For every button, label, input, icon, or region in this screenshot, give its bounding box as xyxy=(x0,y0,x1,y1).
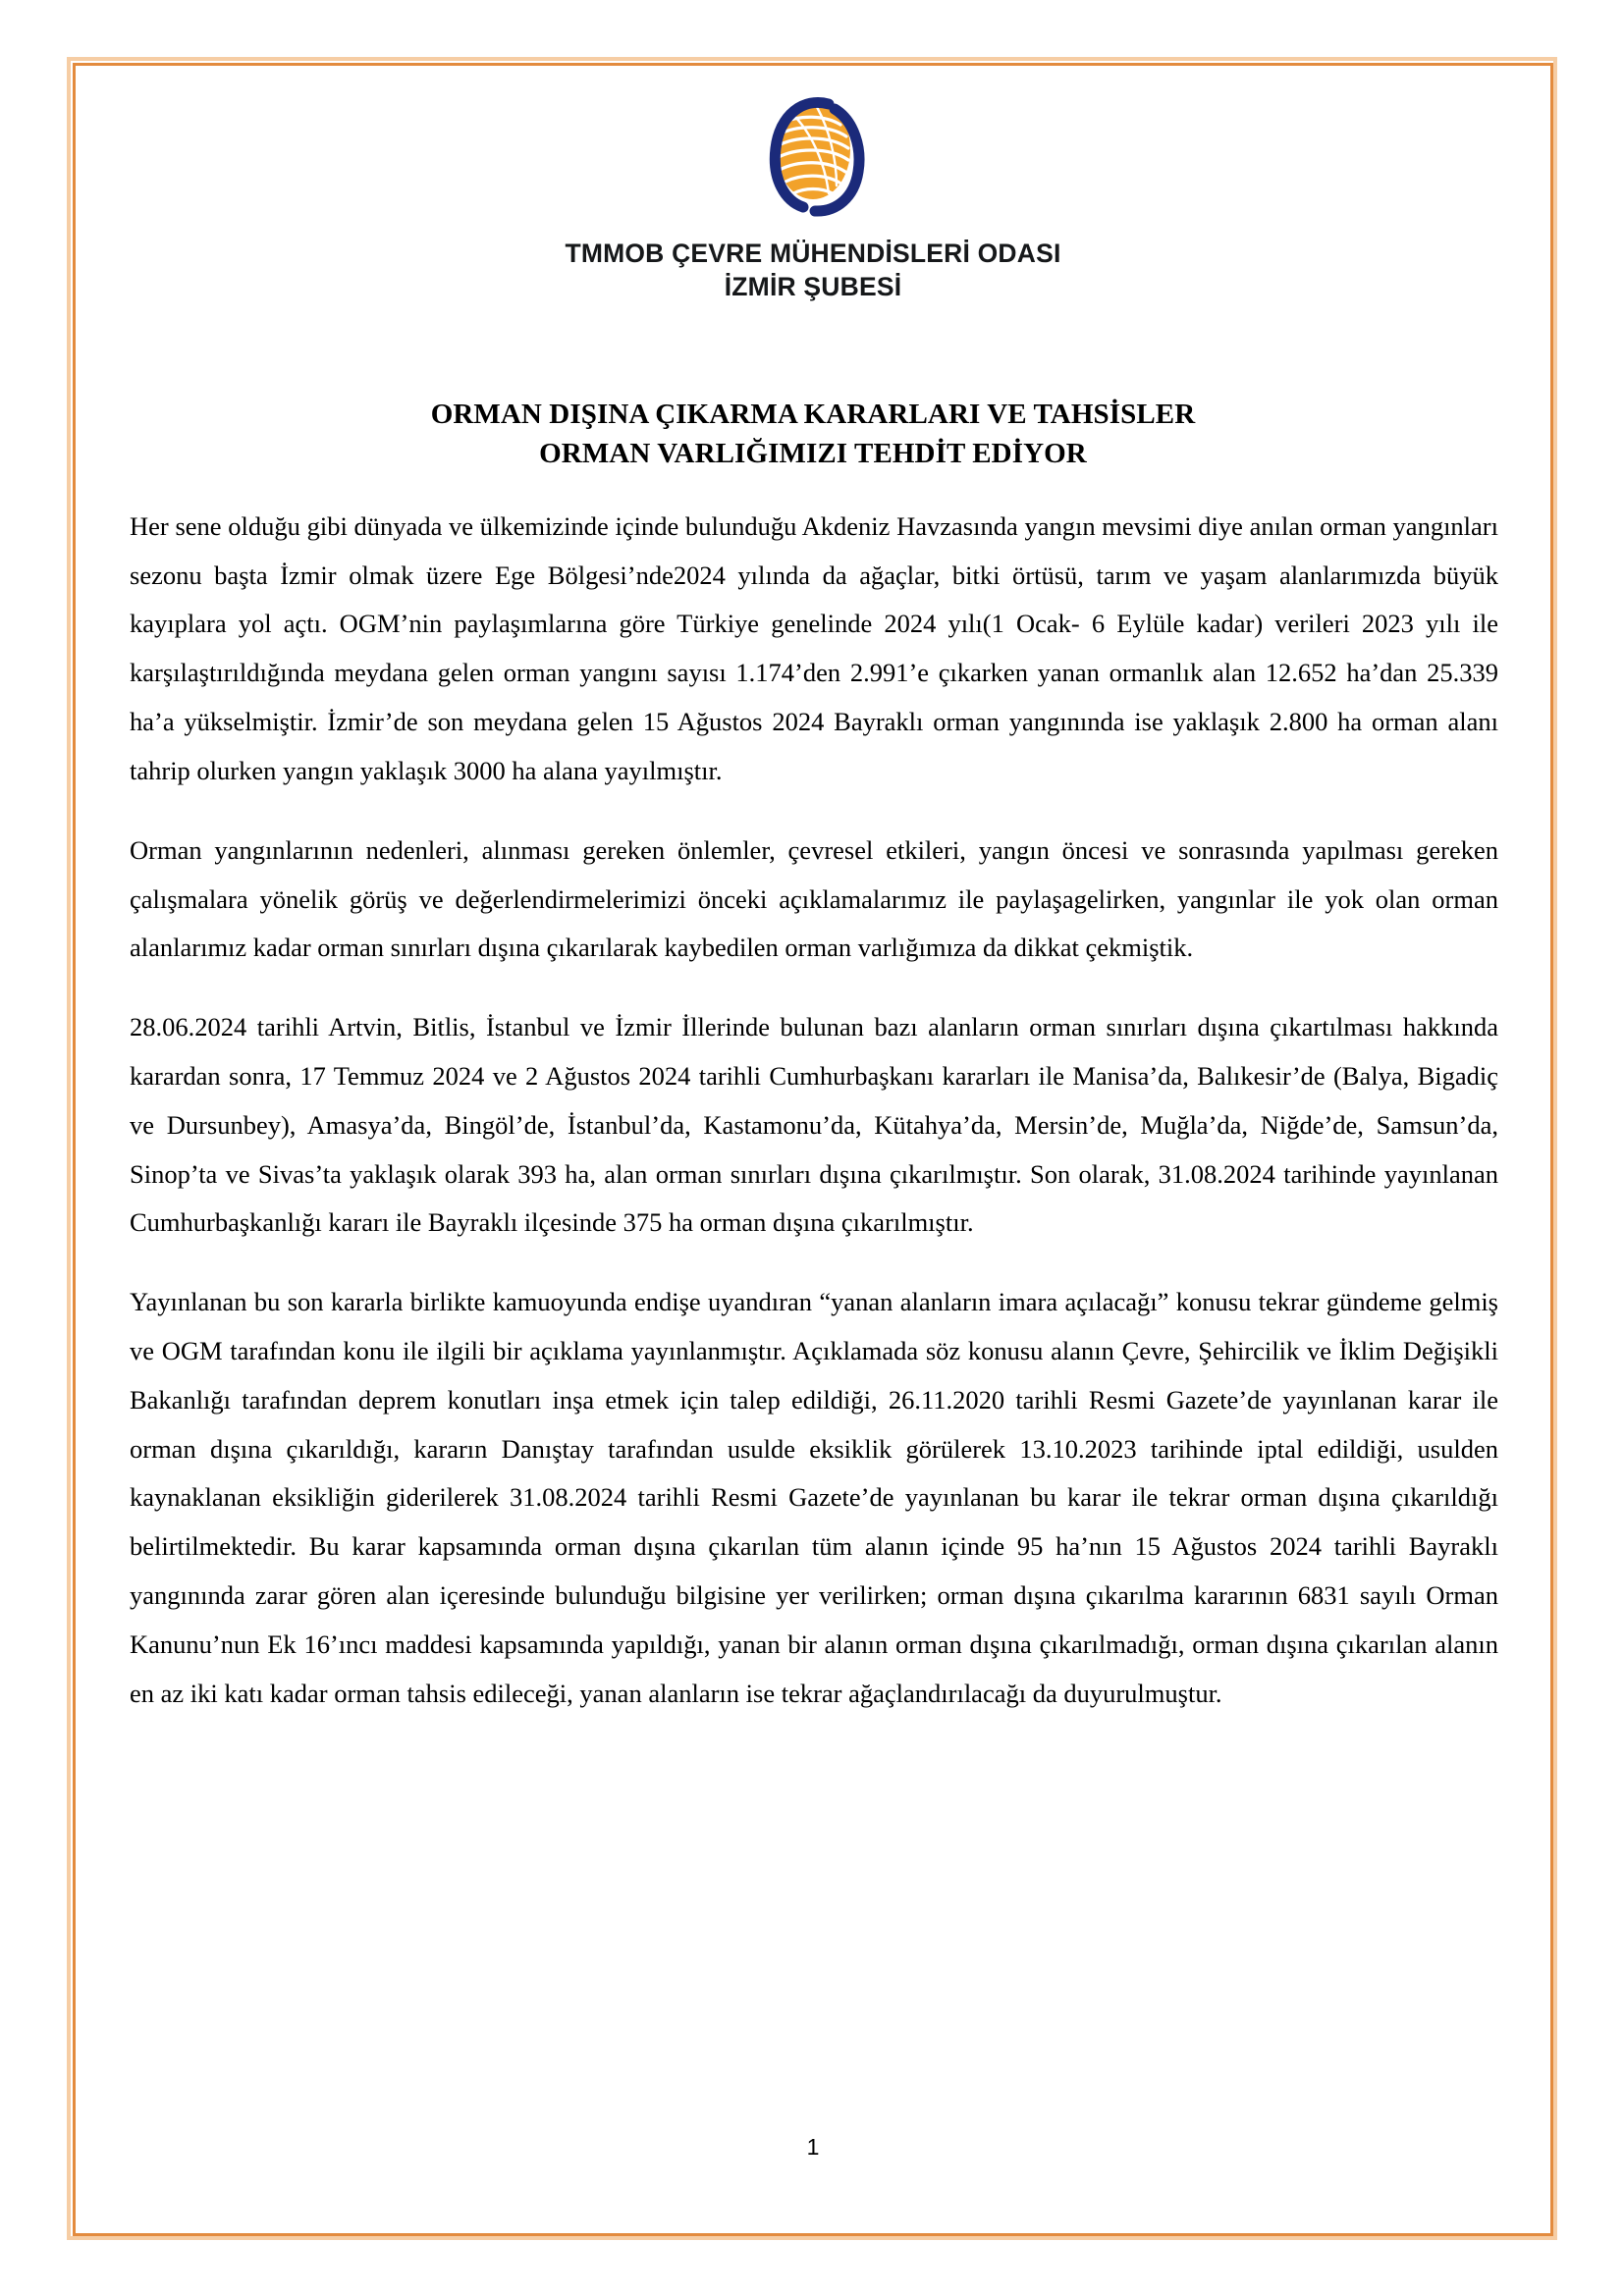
document-title-line-2: ORMAN VARLIĞIMIZI TEHDİT EDİYOR xyxy=(539,437,1087,469)
page-content xyxy=(73,63,1553,2236)
tmmob-globe-logo-icon xyxy=(734,72,892,224)
logo-container xyxy=(73,69,1553,226)
paragraph: Her sene olduğu gibi dünyada ve ülkemizinde içinde bulunduğu Akdeniz Havzasında yangın mevsimi diye anılan orman yangınları sezonu başta İzmir olmak üzere Ege Bölgesi’nde2024 yılında da ağaçlar, bitki örtüsü, tarım ve yaşam alanlarımızda büyük kayıplara yol açtı. OGM’nin paylaşımlarına göre Türkiye genelinde 2024 yılı(1 Ocak- 6 Eylüle kadar) verileri 2023 yılı ile karşılaştırıldığında meydana gelen orman yangını sayısı 1.174’den 2.991’e çıkarken yanan ormanlık alan 12.652 ha’dan 25.339 ha’a yükselmiştir. İzmir’de son meydana gelen 15 Ağustos 2024 Bayraklı orman yangınında ise yaklaşık 2.800 ha orman alanı tahrip olurken yangın yaklaşık 3000 ha alana yayılmıştır. xyxy=(130,510,1498,785)
document-title-line-1: ORMAN DIŞINA ÇIKARMA KARARLARI VE TAHSİSLER xyxy=(430,398,1196,430)
organization-branch: İZMİR ŞUBESİ xyxy=(724,271,902,301)
paragraph: Orman yangınlarının nedenleri, alınması gereken önlemler, çevresel etkileri, yangın öncesi ve sonrasında yapılması gereken çalışmalara yönelik görüş ve değerlendirmelerimizi önceki açıklamalarımız ile paylaşagelirken, yangınlar ile yok olan orman alanlarımız kadar orman sınırları dışına çıkarılarak kaybedilen orman varlığımıza da dikkat çekmiştik. xyxy=(130,834,1498,963)
paragraph: Yayınlanan bu son kararla birlikte kamuoyunda endişe uyandıran “yanan alanların imara açılacağı” konusu tekrar gündeme gelmiş ve OGM tarafından konu ile ilgili bir açıklama yayınlanmıştır. Açıklamada söz konusu alanın Çevre, Şehircilik ve İklim Değişikli Bakanlığı tarafından deprem konutları inşa etmek için talep edildiği, 26.11.2020 tarihli Resmi Gazete’de yayınlanan karar ile orman dışına çıkarıldığı, kararın Danıştay tarafından usulde eksiklik görülerek 13.10.2023 tarihinde iptal edildiği, usulden kaynaklanan eksikliğin giderilerek 31.08.2024 tarihli Resmi Gazete’de yayınlanan bu karar ile tekrar orman dışına çıkarıldığı belirtilmektedir. Bu karar kapsamında orman dışına çıkarılan tüm alanın içinde 95 ha’nın 15 Ağustos 2024 tarihli Bayraklı yangınında zarar gören alan içeresinde bulunduğu bilgisine yer verilirken; orman dışına çıkarılma kararının 6831 sayılı Orman Kanunu’nun Ek 16’ıncı maddesi kapsamında yapıldığı, yanan bir alanın orman dışına çıkarılmadığı, orman dışına çıkarılan alanın en az iki katı kadar orman tahsis edileceği, yanan alanların ise tekrar ağaçlandırılacağı da duyurulmuştur. xyxy=(130,1287,1498,1708)
page-number: 1 xyxy=(806,2134,820,2160)
letterhead xyxy=(73,63,1553,304)
paragraph: 28.06.2024 tarihli Artvin, Bitlis, İstanbul ve İzmir İllerinde bulunan bazı alanların orman sınırları dışına çıkartılması hakkında karardan sonra, 17 Temmuz 2024 ve 2 Ağustos 2024 tarihli Cumhurbaşkanı kararları ile Manisa’da, Balıkesir’de (Balya, Bigadiç ve Dursunbey), Amasya’da, Bingöl’de, İstanbul’da, Kastamonu’da, Kütahya’da, Mersin’de, Muğla’da, Niğde’de, Samsun’da, Sinop’ta ve Sivas’ta yaklaşık olarak 393 ha, alan orman sınırları dışına çıkarılmıştır. Son olarak, 31.08.2024 tarihinde yayınlanan Cumhurbaşkanlığı kararı ile Bayraklı ilçesinde 375 ha orman dışına çıkarılmıştır. xyxy=(130,1012,1498,1238)
document-title xyxy=(73,395,1553,473)
organization-name: TMMOB ÇEVRE MÜHENDİSLERİ ODASI xyxy=(565,239,1061,268)
document-body xyxy=(73,503,1553,1719)
